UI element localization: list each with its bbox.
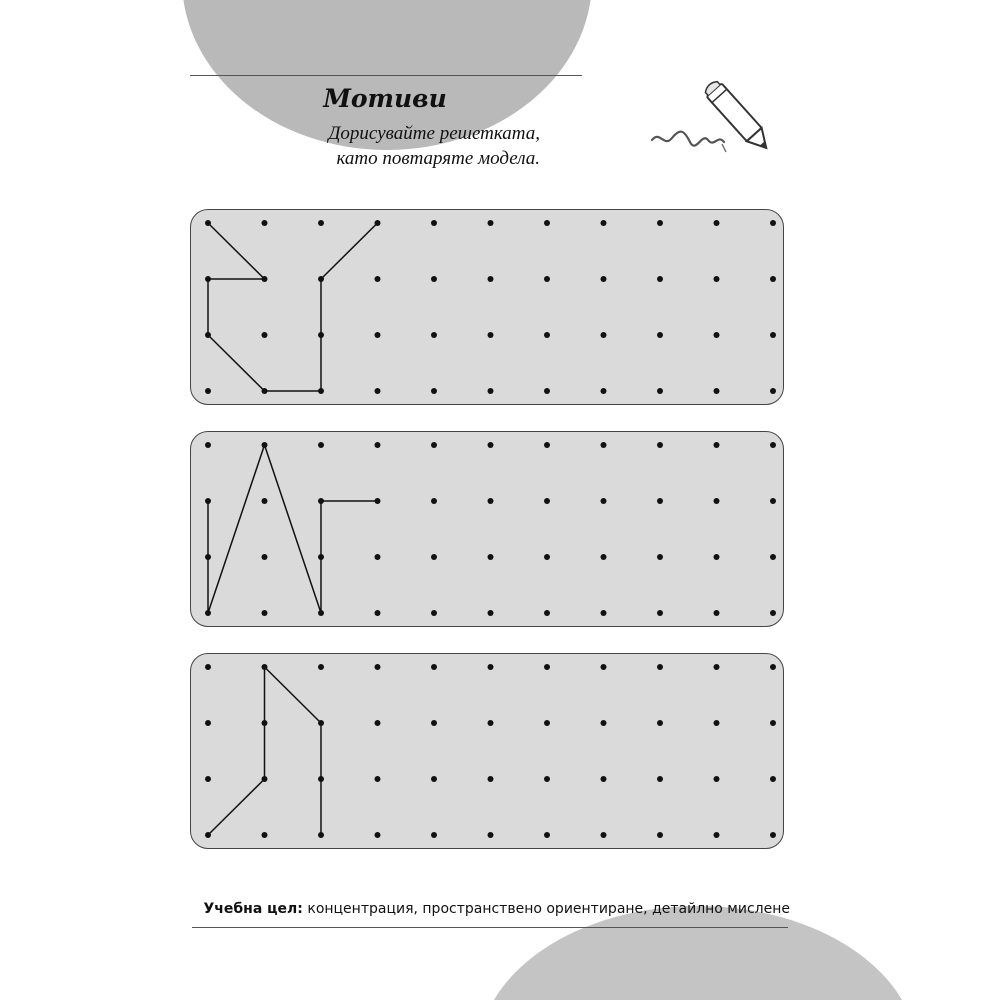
- grid-dot: [431, 554, 437, 560]
- grid-dot: [205, 554, 211, 560]
- grid-dot: [714, 388, 720, 394]
- grid-dot: [375, 720, 381, 726]
- grid-dot: [262, 276, 268, 282]
- grid-dot: [431, 720, 437, 726]
- pattern-2-line: [208, 445, 378, 613]
- grid-dot: [770, 388, 776, 394]
- learning-goal-label: Учебна цел:: [203, 901, 303, 917]
- grid-dot: [601, 776, 607, 782]
- grid-dot: [714, 332, 720, 338]
- grid-dot: [544, 776, 550, 782]
- grid-dot: [431, 442, 437, 448]
- grid-dot: [770, 610, 776, 616]
- grid-dot: [714, 610, 720, 616]
- grid-dot: [544, 332, 550, 338]
- grid-dot: [262, 776, 268, 782]
- grid-dot: [488, 220, 494, 226]
- grid-dot: [714, 832, 720, 838]
- grid-dot: [318, 332, 324, 338]
- grid-dot: [375, 664, 381, 670]
- grid-dot: [657, 332, 663, 338]
- grid-dot: [205, 664, 211, 670]
- grid-dot: [544, 276, 550, 282]
- grid-dot: [657, 498, 663, 504]
- grid-dot: [488, 720, 494, 726]
- grid-dot: [544, 610, 550, 616]
- grid-dot: [770, 498, 776, 504]
- grid-dot: [375, 610, 381, 616]
- grid-dot: [375, 554, 381, 560]
- grid-dot: [318, 554, 324, 560]
- grid-dot: [544, 832, 550, 838]
- grid-dot: [770, 276, 776, 282]
- grid-dot: [205, 832, 211, 838]
- grid-dot: [601, 554, 607, 560]
- grid-dot: [262, 442, 268, 448]
- grid-dot: [262, 220, 268, 226]
- grid-dot: [770, 776, 776, 782]
- grid-dot: [770, 554, 776, 560]
- grid-dot: [431, 498, 437, 504]
- decorative-circle-bottom: [478, 906, 918, 1000]
- grid-dot: [262, 720, 268, 726]
- grid-dot: [714, 442, 720, 448]
- grid-dot: [262, 610, 268, 616]
- grid-dot: [375, 442, 381, 448]
- grid-dot: [601, 498, 607, 504]
- grid-dot: [262, 498, 268, 504]
- grid-dot: [431, 388, 437, 394]
- grid-dot: [714, 776, 720, 782]
- grid-dot: [488, 332, 494, 338]
- grid-dot: [488, 498, 494, 504]
- grid-dot: [262, 664, 268, 670]
- grid-dot: [375, 498, 381, 504]
- grid-dot: [770, 832, 776, 838]
- learning-goal-text: концентрация, пространствено ориентиране, детайлно мислене: [302, 901, 790, 917]
- grid-dot: [318, 442, 324, 448]
- grid-dot: [657, 776, 663, 782]
- grid-dot: [657, 388, 663, 394]
- grid-dot: [601, 664, 607, 670]
- grid-dot: [714, 554, 720, 560]
- grid-dot: [657, 442, 663, 448]
- pattern-3-line: [208, 667, 321, 835]
- grid-dot: [262, 388, 268, 394]
- grid-dot: [544, 720, 550, 726]
- grid-dot: [601, 220, 607, 226]
- grid-dot: [488, 776, 494, 782]
- footer-rule: [192, 927, 788, 928]
- grid-dot: [488, 276, 494, 282]
- grid-dot: [375, 332, 381, 338]
- grid-dot: [318, 720, 324, 726]
- grid-dot: [318, 220, 324, 226]
- grid-dot: [488, 554, 494, 560]
- grid-dot: [488, 610, 494, 616]
- grid-dot: [601, 388, 607, 394]
- grid-dot: [657, 664, 663, 670]
- grid-dot: [488, 442, 494, 448]
- grid-dot: [375, 276, 381, 282]
- grid-dot: [375, 220, 381, 226]
- grid-dot: [318, 664, 324, 670]
- grid-dot: [657, 610, 663, 616]
- grid-dot: [431, 776, 437, 782]
- grid-dot: [657, 220, 663, 226]
- grid-dot: [770, 220, 776, 226]
- instructions: [190, 121, 540, 171]
- instructions-line-1: Дорисувайте решетката,: [328, 123, 540, 144]
- grid-dot: [601, 276, 607, 282]
- grid-dot: [714, 664, 720, 670]
- grid-dot: [205, 776, 211, 782]
- grid-dot: [431, 832, 437, 838]
- grid-dot: [205, 610, 211, 616]
- grid-dot: [262, 832, 268, 838]
- grid-dot: [714, 720, 720, 726]
- grid-dot: [318, 388, 324, 394]
- grid-dot: [262, 332, 268, 338]
- grid-dot: [770, 720, 776, 726]
- dot-grid-1: [191, 210, 785, 406]
- grid-dot: [375, 388, 381, 394]
- grid-dot: [205, 332, 211, 338]
- grid-panel-3: [190, 653, 784, 849]
- header-rule: [190, 75, 582, 76]
- grid-dot: [601, 442, 607, 448]
- grid-dot: [770, 332, 776, 338]
- grid-panel-1: [190, 209, 784, 405]
- grid-dot: [657, 832, 663, 838]
- grid-dot: [601, 332, 607, 338]
- grid-dot: [544, 498, 550, 504]
- grid-dot: [488, 664, 494, 670]
- pattern-1-line: [208, 223, 378, 391]
- grid-dot: [431, 220, 437, 226]
- grid-dot: [488, 832, 494, 838]
- dot-grid-3: [191, 654, 785, 850]
- grid-dot: [544, 664, 550, 670]
- grid-dot: [714, 220, 720, 226]
- grid-dot: [714, 498, 720, 504]
- grid-dot: [601, 720, 607, 726]
- grid-dot: [544, 442, 550, 448]
- learning-goal: [190, 901, 790, 917]
- grid-dot: [544, 220, 550, 226]
- grid-dot: [714, 276, 720, 282]
- grid-dot: [205, 220, 211, 226]
- grid-dot: [657, 276, 663, 282]
- grid-dot: [318, 610, 324, 616]
- grid-dot: [770, 664, 776, 670]
- grid-dot: [318, 498, 324, 504]
- grid-dot: [205, 276, 211, 282]
- pencil-icon: [650, 52, 810, 162]
- grid-dot: [601, 610, 607, 616]
- grid-dot: [488, 388, 494, 394]
- instructions-line-2: като повтаряте модела.: [336, 148, 540, 169]
- grid-dot: [375, 832, 381, 838]
- grid-dot: [657, 554, 663, 560]
- grid-dot: [205, 498, 211, 504]
- grid-dot: [205, 720, 211, 726]
- grid-dot: [318, 276, 324, 282]
- page-title: Мотиви: [323, 84, 447, 113]
- grid-dot: [205, 442, 211, 448]
- grid-dot: [544, 554, 550, 560]
- grid-dot: [657, 720, 663, 726]
- grid-dot: [544, 388, 550, 394]
- grid-panel-2: [190, 431, 784, 627]
- grid-dot: [601, 832, 607, 838]
- dot-grid-2: [191, 432, 785, 628]
- grid-dot: [431, 276, 437, 282]
- grid-dot: [431, 664, 437, 670]
- grid-dot: [205, 388, 211, 394]
- grid-dot: [431, 610, 437, 616]
- grid-dot: [318, 832, 324, 838]
- grid-dot: [318, 776, 324, 782]
- grid-dot: [262, 554, 268, 560]
- grid-dot: [431, 332, 437, 338]
- grid-dot: [770, 442, 776, 448]
- grid-dot: [375, 776, 381, 782]
